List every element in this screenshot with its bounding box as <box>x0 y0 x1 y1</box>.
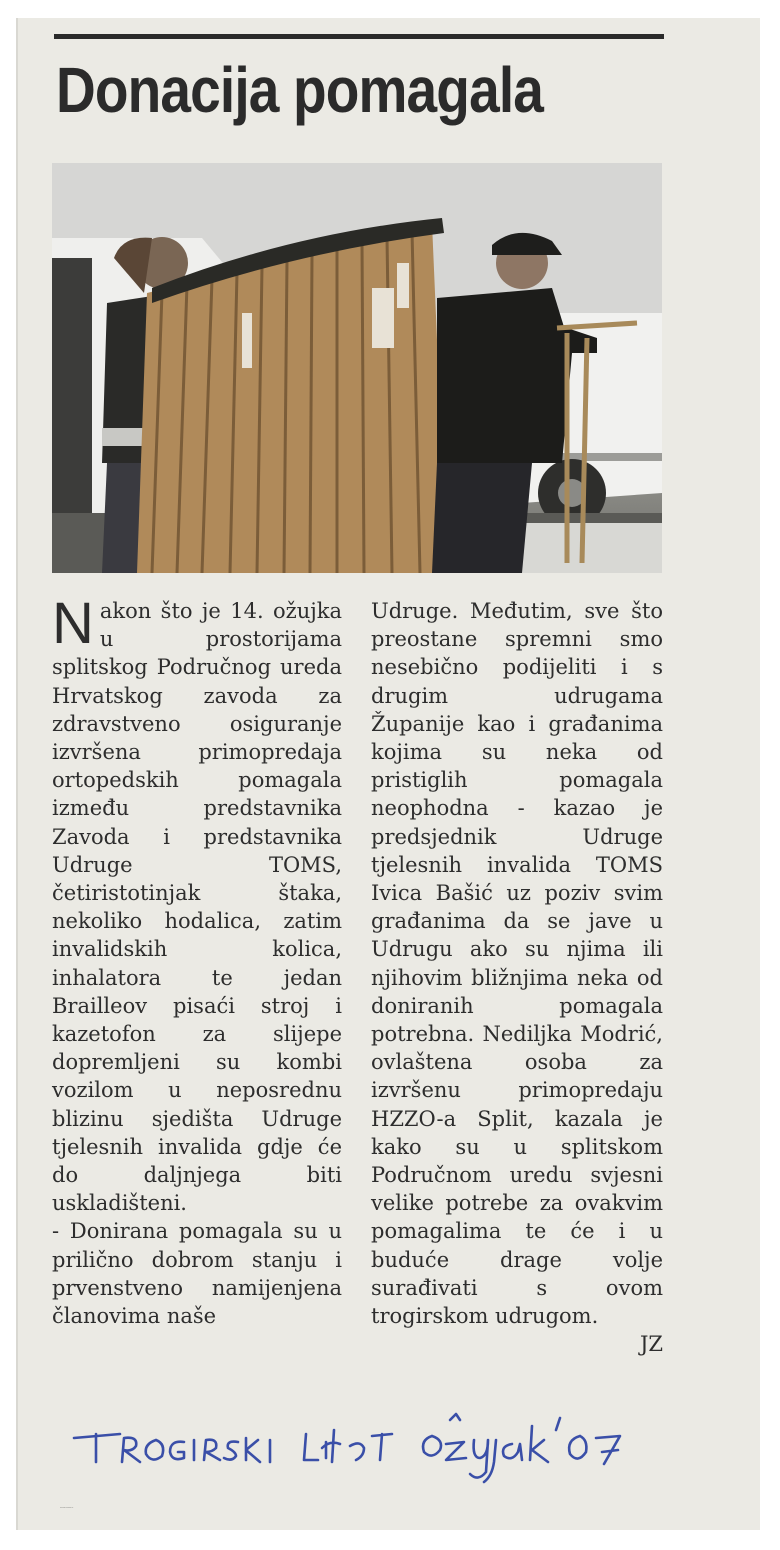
author-byline: JZ <box>639 1332 663 1357</box>
article-photo <box>52 163 662 573</box>
handwritten-annotation <box>60 1400 660 1510</box>
article-column-right <box>371 597 663 1358</box>
article-column-left <box>52 591 342 1330</box>
annotation-text <box>60 1506 74 1509</box>
article-headline: Donacija pomagala <box>56 54 544 126</box>
photo-illustration <box>52 163 662 573</box>
drop-cap: N <box>52 591 94 656</box>
article-paragraph-1: akon što je 14. ožujka u prostorijama splitskog Područnog ureda Hrvatskog zavoda za zdravstveno osiguranje izvršena primopredaja ortopedskih pomagala između predstavnika Zavoda i predstavnika Udruge TOMS, četiristotinjak štaka, nekoliko hodalica, zatim invalidskih kolica, inhalatora te jedan Brailleov pisaći stroj i kazetofon za slijepe dopremljeni su kombi vozilom u neposrednu blizinu sjedišta Udruge tjelesnih invalida gdje će do daljnjega biti uskladišteni. <box>52 599 342 1216</box>
top-rule <box>54 34 664 39</box>
article-paragraph-3: Udruge. Međutim, sve što preostane spremni smo nesebično podijeliti i s drugim udrugama Županije kao i građanima kojima su neka od pristiglih pomagala neophodna - kazao je predsjednik Udruge tjelesnih invalida TOMS Ivica Bašić uz poziv svim građanima da se jave u Udrugu ako su njima ili njihovim bližnjima neka od doniranih pomagala potrebna. Nediljka Modrić, ovlaštena osoba za izvršenu primopredaju HZZO-a Split, kazala je kako su u splitskom Područnom uredu svjesni velike potrebe za ovakvim pomagalima te će i u buduće drage volje surađivati s ovom trogirskom udrugom. <box>371 599 663 1329</box>
article-paragraph-2: - Donirana pomagala su u prilično dobrom stanju i prvenstveno namijenjena članovima naše <box>52 1219 342 1329</box>
